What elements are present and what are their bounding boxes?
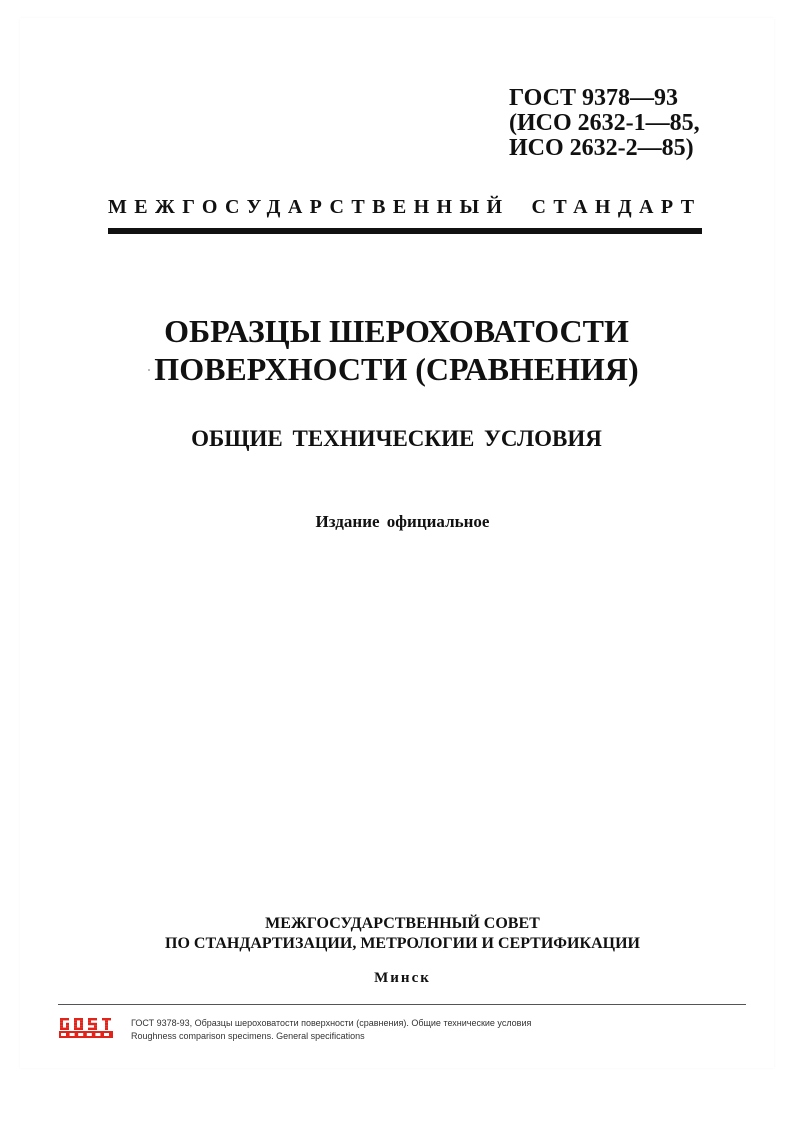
title-line-2: ПОВЕРХНОСТИ (СРАВНЕНИЯ) bbox=[154, 351, 639, 387]
header-divider bbox=[108, 228, 702, 234]
footer-description-ru: ГОСТ 9378-93, Образцы шероховатости поверхности (сравнения). Общие технические условия bbox=[131, 1018, 532, 1028]
designation-line-2: (ИСО 2632-1—85, bbox=[509, 110, 700, 136]
standard-type-word-1: МЕЖГОСУДАРСТВЕННЫЙ bbox=[108, 196, 510, 218]
footer-description-en: Roughness comparison specimens. General specifications bbox=[131, 1031, 365, 1041]
document-title bbox=[0, 312, 793, 388]
designation-line-3: ИСО 2632-2—85) bbox=[509, 135, 694, 161]
standard-designation bbox=[509, 86, 700, 161]
edition-label: Издание официальное bbox=[315, 512, 490, 531]
footer-divider bbox=[58, 1004, 746, 1005]
standard-type-word-2: СТАНДАРТ bbox=[531, 196, 702, 218]
publication-city: Минск bbox=[374, 970, 431, 986]
designation-line-1: ГОСТ 9378—93 bbox=[509, 85, 678, 111]
gost-expert-logo bbox=[59, 1017, 113, 1039]
publisher-line-1: МЕЖГОСУДАРСТВЕННЫЙ СОВЕТ bbox=[265, 915, 540, 932]
document-subtitle: ОБЩИЕ ТЕХНИЧЕСКИЕ УСЛОВИЯ bbox=[191, 426, 602, 451]
document-page bbox=[20, 18, 774, 1068]
title-line-1: ОБРАЗЦЫ ШЕРОХОВАТОСТИ bbox=[164, 313, 629, 349]
footer-description bbox=[131, 1017, 531, 1043]
publisher bbox=[0, 914, 793, 954]
standard-type-heading bbox=[108, 196, 702, 219]
publisher-line-2: ПО СТАНДАРТИЗАЦИИ, МЕТРОЛОГИИ И СЕРТИФИКАЦИИ bbox=[165, 935, 640, 952]
